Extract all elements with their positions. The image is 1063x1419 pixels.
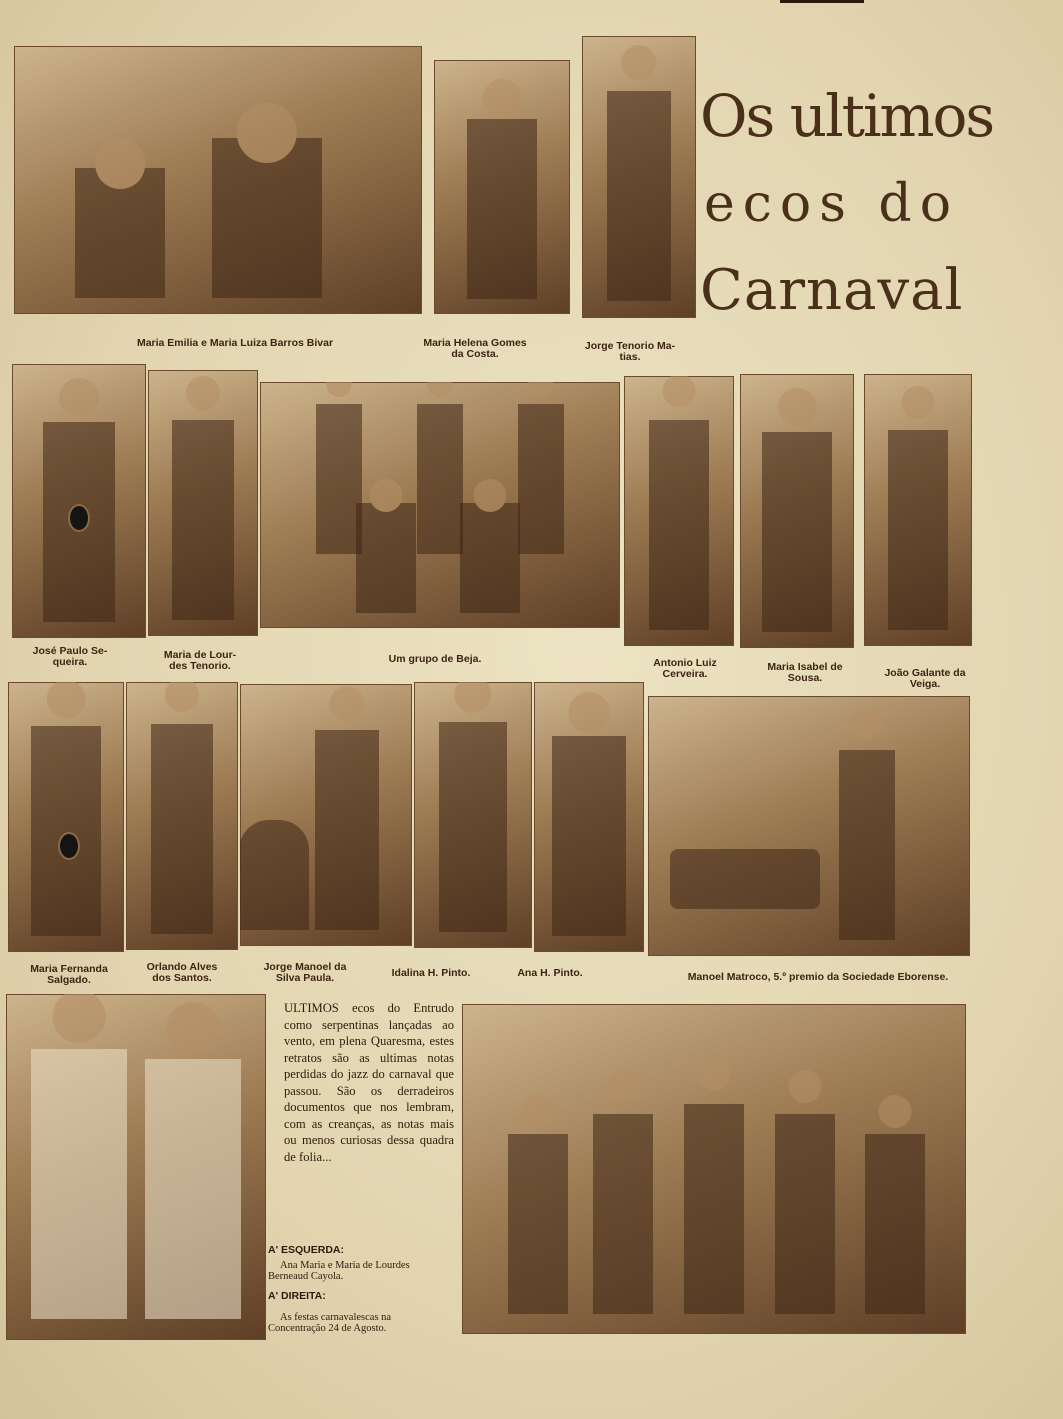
photo-maria-isabel: [740, 374, 854, 648]
caption-jorge-tenorio: Jorge Tenorio Ma- tias.: [584, 340, 676, 363]
caption-maria-helena: Maria Helena Gomes da Costa.: [423, 337, 527, 360]
photo-maria-fernanda: [8, 682, 124, 952]
article-body: ULTIMOS ecos do Entrudo como serpentinas lançadas ao vento, em plena Quaresma, estes retratos são as ultimas notas perdidas do jazz do carnaval que passou. São os derradeiros documentos que nos lembram, com as creanças, as notas mais ou menos curiosas dessa quadra de folia...: [284, 1001, 454, 1164]
caption-jose-paulo: José Paulo Se- queira.: [32, 645, 108, 668]
photo-joao-galante: [864, 374, 972, 646]
caption-maria-lourdes: Maria de Lour- des Tenorio.: [163, 649, 237, 672]
photo-ana-pinto: [534, 682, 644, 952]
caption-antonio-luiz: Antonio Luiz Cerveira.: [653, 657, 717, 680]
caption-manoel-matroco: Manoel Matroco, 5.º premio da Sociedade Eborense.: [687, 971, 949, 983]
photo-idalina-pinto: [414, 682, 532, 948]
title-line-1: Os ultimos: [700, 82, 994, 150]
right-heading: A' DIREITA:: [268, 1290, 326, 1302]
photo-concentracao: [462, 1004, 966, 1334]
caption-barros-bivar: Maria Emilia e Maria Luiza Barros Bivar: [136, 337, 334, 349]
punch-hole: [70, 506, 88, 530]
right-note: As festas carnavalescas na Concentração 24 de Agosto.: [268, 1312, 392, 1334]
left-heading: A' ESQUERDA:: [268, 1244, 345, 1256]
caption-orlando-alves: Orlando Alves dos Santos.: [146, 961, 218, 984]
photo-manoel-matroco: [648, 696, 970, 956]
caption-maria-fernanda: Maria Fernanda Salgado.: [30, 963, 108, 986]
caption-joao-galante: João Galante da Veiga.: [884, 667, 966, 690]
photo-grupo-beja: [260, 382, 620, 628]
title-line-3: Carnaval: [700, 258, 964, 323]
caption-maria-isabel: Maria Isabel de Sousa.: [767, 661, 843, 684]
photo-jorge-manoel: [240, 684, 412, 946]
photo-jorge-tenorio: [582, 36, 696, 318]
photo-antonio-luiz: [624, 376, 734, 646]
caption-ana-pinto: Ana H. Pinto.: [517, 967, 583, 979]
photo-jose-paulo: [12, 364, 146, 638]
punch-hole: [60, 834, 78, 858]
photo-maria-helena: [434, 60, 570, 314]
title-line-2: ecos do: [704, 174, 960, 234]
photo-barros-bivar: [14, 46, 422, 314]
photo-maria-lourdes: [148, 370, 258, 636]
top-rule: [780, 0, 864, 3]
caption-idalina-pinto: Idalina H. Pinto.: [391, 967, 471, 979]
caption-grupo-beja: Um grupo de Beja.: [388, 653, 482, 665]
photo-cayola-sisters: [6, 994, 266, 1340]
photo-orlando-alves: [126, 682, 238, 950]
left-note: Ana Maria e Maria de Lourdes Berneaud Cayola.: [268, 1260, 410, 1282]
caption-jorge-manoel: Jorge Manoel da Silva Paula.: [263, 961, 347, 984]
